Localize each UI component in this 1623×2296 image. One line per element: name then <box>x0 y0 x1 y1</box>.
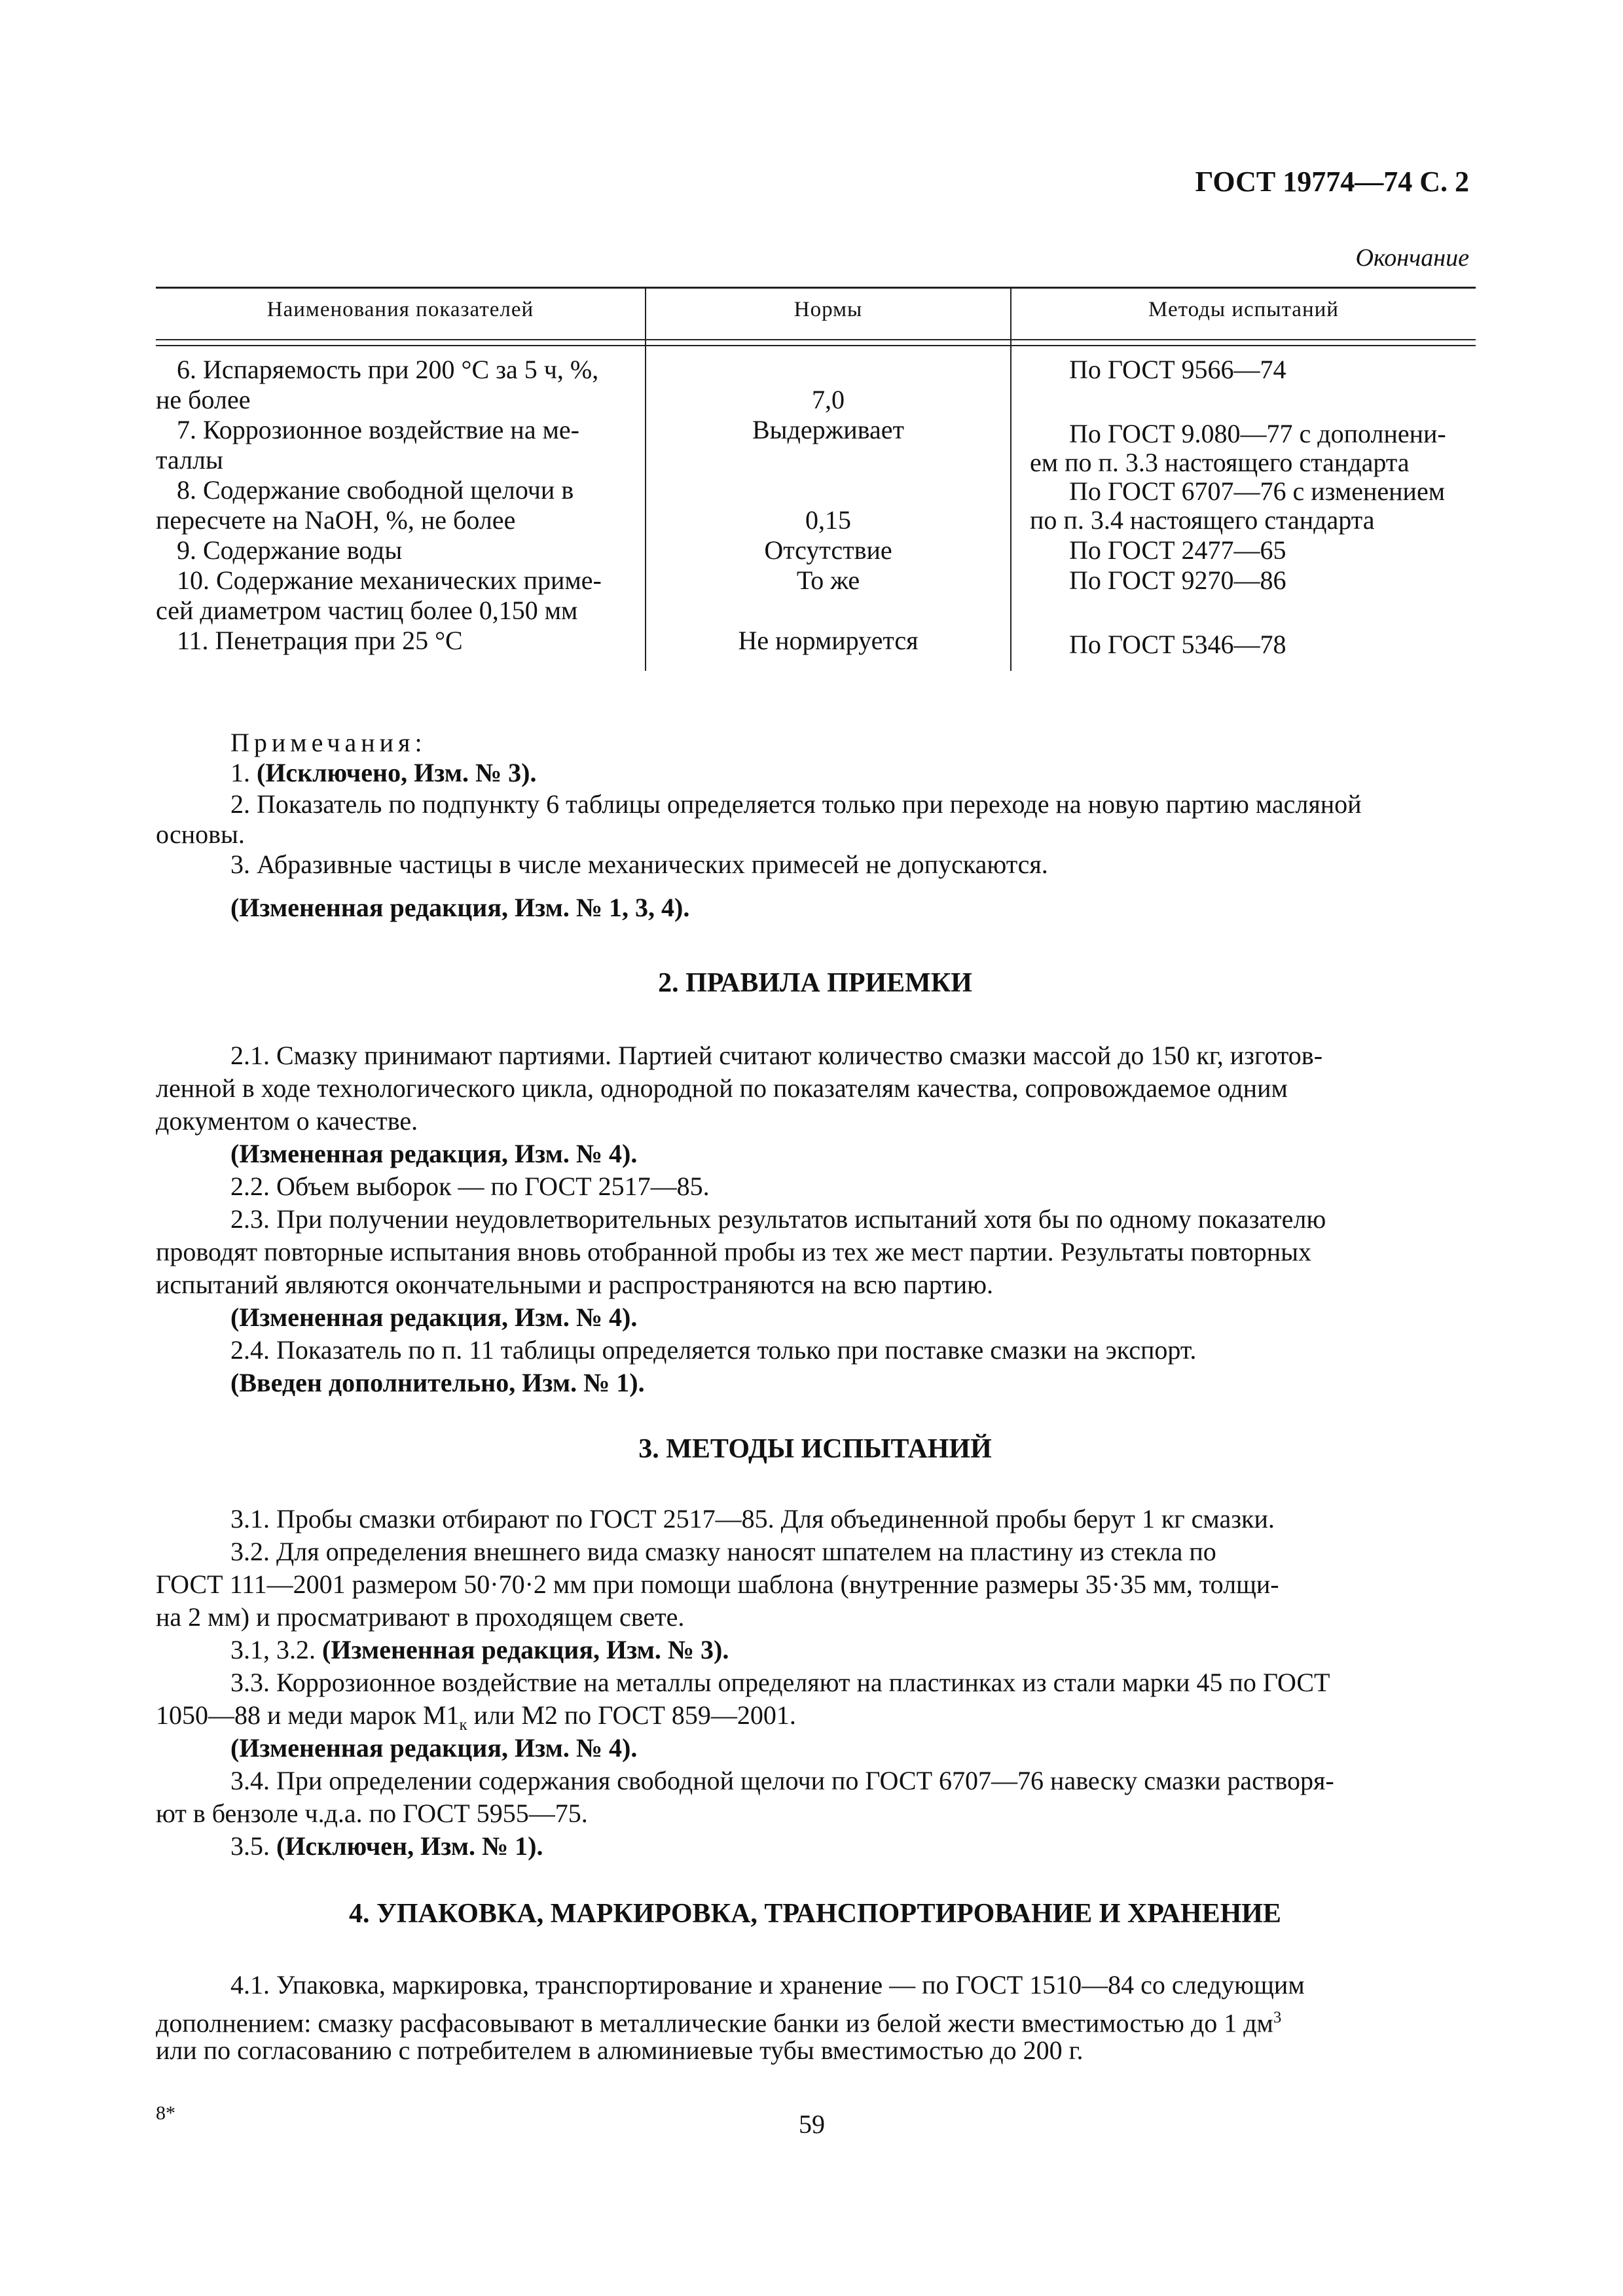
para-3-3-text-a: 1050—88 и меди марок М1 <box>156 1700 460 1730</box>
row-6-norm: 7,0 <box>812 385 845 414</box>
row-7-norm: Выдерживает <box>752 415 905 444</box>
section-3-edit-4: (Измененная редакция, Изм. № 4). <box>230 1733 638 1763</box>
para-3-1-3-2-prefix: 3.1, 3.2. <box>230 1635 316 1664</box>
row-8-norm: 0,15 <box>805 505 851 535</box>
para-4-1-line-3: или по согласованию с потребителем в алюминиевые тубы вместимостью до 200 г. <box>156 2036 1084 2065</box>
para-3-4-line-2: ют в бензоле ч.д.а. по ГОСТ 5955—75. <box>156 1799 588 1828</box>
para-2-4: 2.4. Показатель по п. 11 таблицы определяется только при поставке смазки на экспорт. <box>230 1335 1197 1365</box>
row-6-name-l2: не более <box>156 385 251 414</box>
para-4-1-superscript: 3 <box>1273 2009 1282 2026</box>
note-1 <box>230 758 536 788</box>
para-3-1-3-2-bold: (Измененная редакция, Изм. № 3). <box>322 1635 729 1664</box>
row-11-method-l1: По ГОСТ 5346—78 <box>1069 630 1286 659</box>
column-header-name: Наименования показателей <box>266 298 534 321</box>
note-1-number: 1. <box>230 758 250 787</box>
table-top-rule <box>156 287 1476 289</box>
note-3: 3. Абразивные частицы в числе механических примесей не допускаются. <box>230 850 1048 879</box>
row-7-name-l1: 7. Коррозионное воздействие на ме- <box>177 415 579 444</box>
sheet-mark: 8* <box>156 2102 175 2124</box>
section-3-title: 3. МЕТОДЫ ИСПЫТАНИЙ <box>638 1434 992 1464</box>
para-3-3-text-b: или М2 по ГОСТ 859—2001. <box>467 1700 796 1730</box>
para-3-1-3-2-edit <box>230 1635 729 1665</box>
row-7-method-l2: ем по п. 3.3 настоящего стандарта <box>1030 448 1410 477</box>
para-4-1-line-2 <box>156 2003 1281 2038</box>
row-9-method-l1: По ГОСТ 2477—65 <box>1069 535 1286 565</box>
section-2-edit-2: (Измененная редакция, Изм. № 4). <box>230 1302 638 1332</box>
para-3-4-line-1: 3.4. При определении содержания свободной щелочи по ГОСТ 6707—76 навеску смазки растворя- <box>230 1766 1334 1795</box>
column-header-norms: Нормы <box>793 298 863 321</box>
para-2-3-line-1: 2.3. При получении неудовлетворительных результатов испытаний хотя бы по одному показателю <box>230 1204 1326 1234</box>
document-reference: ГОСТ 19774—74 С. 2 <box>1195 166 1469 198</box>
row-8-name-l2: пересчете на NaOH, %, не более <box>156 505 516 535</box>
section-2-edit-1: (Измененная редакция, Изм. № 4). <box>230 1139 638 1168</box>
para-3-2-line-2: ГОСТ 111—2001 размером 50·70·2 мм при помощи шаблона (внутренние размеры 35·35 мм, толщи- <box>156 1570 1279 1599</box>
para-3-3-subscript: к <box>459 1716 467 1734</box>
row-8-method-l2: по п. 3.4 настоящего стандарта <box>1030 505 1375 535</box>
note-2-line-2: основы. <box>156 819 245 849</box>
para-4-1-text: дополнением: смазку расфасовывают в металлические банки из белой жести вместимостью до 1 дм <box>156 2008 1273 2038</box>
para-2-3-line-2: проводят повторные испытания вновь отобранной пробы из тех же мест партии. Результаты повторных <box>156 1237 1311 1266</box>
column-header-methods: Методы испытаний <box>1148 298 1339 321</box>
row-7-method-l1: По ГОСТ 9.080—77 с дополнени- <box>1069 419 1446 448</box>
para-3-5-bold: (Исключен, Изм. № 1). <box>276 1831 543 1861</box>
para-2-3-line-3: испытаний являются окончательными и распространяются на всю партию. <box>156 1270 993 1299</box>
para-4-1-line-1: 4.1. Упаковка, маркировка, транспортирование и хранение — по ГОСТ 1510—84 со следующим <box>230 1970 1305 2000</box>
row-10-name-l2: сей диаметром частиц более 0,150 мм <box>156 596 578 625</box>
page-number: 59 <box>799 2109 825 2139</box>
row-8-name-l1: 8. Содержание свободной щелочи в <box>177 475 574 505</box>
table-continuation-label: Окончание <box>1355 244 1469 272</box>
row-10-name-l1: 10. Содержание механических приме- <box>177 565 602 595</box>
row-11-name-l1: 11. Пенетрация при 25 °С <box>177 626 463 655</box>
table-divider-1 <box>645 288 646 671</box>
section-2-title: 2. ПРАВИЛА ПРИЕМКИ <box>658 968 972 998</box>
section-2-edit-3: (Введен дополнительно, Изм. № 1). <box>230 1368 645 1397</box>
para-2-1-line-1: 2.1. Смазку принимают партиями. Партией считают количество смазки массой до 150 кг, изготов- <box>230 1041 1323 1070</box>
notes-edit: (Измененная редакция, Изм. № 1, 3, 4). <box>230 893 690 922</box>
para-3-2-line-1: 3.2. Для определения внешнего вида смазку наносят шпателем на пластину из стекла по <box>230 1537 1216 1566</box>
row-9-norm: Отсутствие <box>764 535 892 565</box>
para-3-5 <box>230 1831 543 1861</box>
row-8-method-l1: По ГОСТ 6707—76 с изменением <box>1069 476 1446 506</box>
section-4-title: 4. УПАКОВКА, МАРКИРОВКА, ТРАНСПОРТИРОВАНИЕ И ХРАНЕНИЕ <box>349 1899 1281 1929</box>
row-9-name-l1: 9. Содержание воды <box>177 535 403 565</box>
table-header-rule-2 <box>156 345 1476 346</box>
notes-title: Примечания: <box>230 728 427 757</box>
table-divider-2 <box>1010 288 1012 671</box>
row-10-norm: То же <box>796 565 860 595</box>
para-3-3-line-1: 3.3. Коррозионное воздействие на металлы определяют на пластинках из стали марки 45 по ГОСТ <box>230 1668 1330 1697</box>
para-3-5-prefix: 3.5. <box>230 1831 270 1861</box>
row-6-method-l1: По ГОСТ 9566—74 <box>1069 355 1286 384</box>
row-10-method-l1: По ГОСТ 9270—86 <box>1069 565 1286 595</box>
para-2-2: 2.2. Объем выборок — по ГОСТ 2517—85. <box>230 1172 710 1201</box>
note-2-line-1: 2. Показатель по подпункту 6 таблицы определяется только при переходе на новую партию масляной <box>230 789 1362 819</box>
table-header-rule-1 <box>156 339 1476 340</box>
row-11-norm: Не нормируется <box>738 626 919 655</box>
row-7-name-l2: таллы <box>156 445 223 475</box>
para-3-1: 3.1. Пробы смазки отбирают по ГОСТ 2517—85. Для объединенной пробы берут 1 кг смазки. <box>230 1504 1275 1534</box>
para-3-2-line-3: на 2 мм) и просматривают в проходящем свете. <box>156 1602 685 1632</box>
row-6-name-l1: 6. Испаряемость при 200 °С за 5 ч, %, <box>177 355 599 384</box>
para-2-1-line-3: документом о качестве. <box>156 1106 418 1136</box>
para-2-1-line-2: ленной в ходе технологического цикла, однородной по показателям качества, сопровождаемое одним <box>156 1073 1288 1103</box>
note-1-text: (Исключено, Изм. № 3). <box>257 758 537 787</box>
